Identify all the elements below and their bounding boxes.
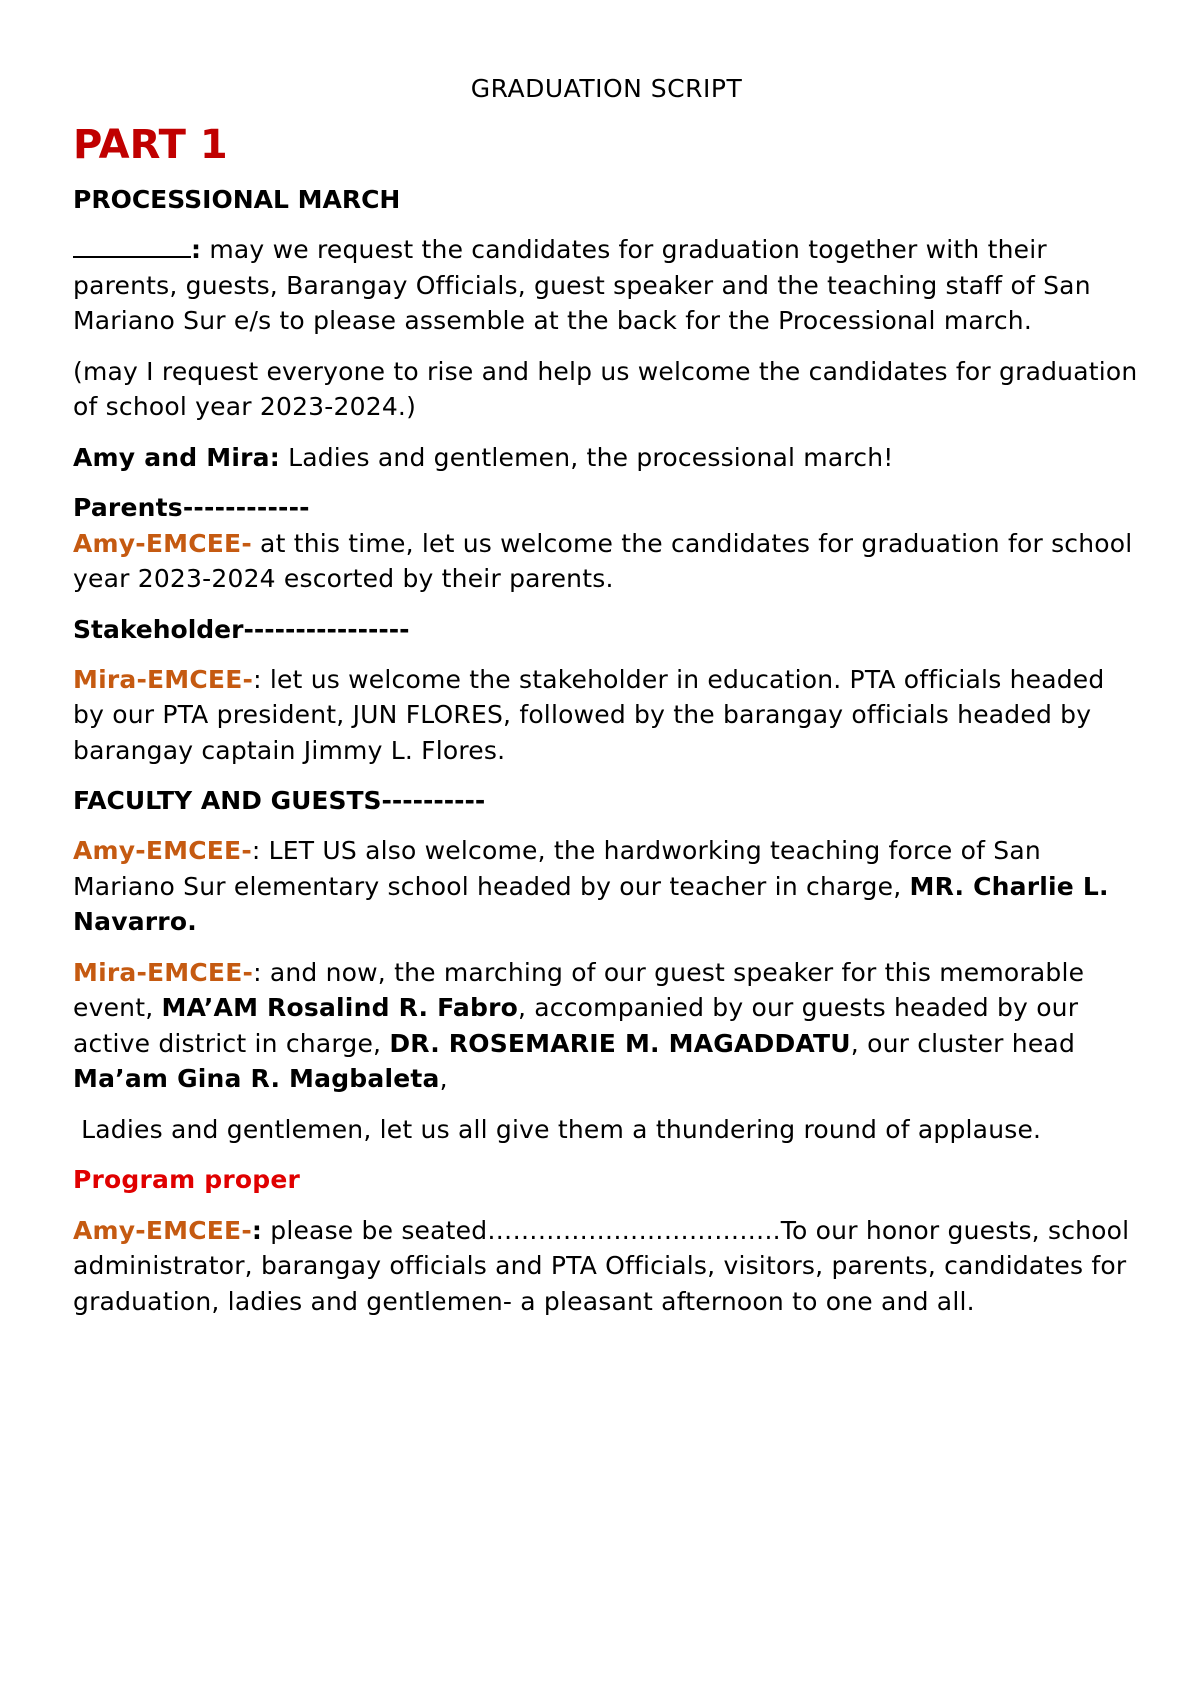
part-heading: PART 1 (73, 122, 228, 168)
faculty-text: : LET US also welcome, the hardworking teaching force of San Mariano Sur elementary school headed by our teacher in charge, (73, 836, 1041, 901)
announce-speakers: Amy and Mira: (73, 442, 280, 472)
cluster-head-name: Ma’am Gina R. Magbaleta (73, 1064, 440, 1093)
document-title: GRADUATION SCRIPT (470, 74, 743, 103)
parents-paragraph (73, 526, 1140, 597)
processional-heading: PROCESSIONAL MARCH (73, 185, 401, 214)
faculty-speaker: Amy-EMCEE- (73, 836, 252, 865)
district-head-name: DR. ROSEMARIE M. MAGADDATU (389, 1028, 851, 1058)
seated-text: please be seated……………………………..To our honor guests, school administrator, barangay officials and PTA Officials, visitors, parents, candidates for graduation, ladies and gentlemen- a pleasant afternoon to one and all. (73, 1215, 1130, 1316)
guest-speaker-text-3: , our cluster head (850, 1028, 1076, 1058)
parents-speaker: Amy-EMCEE- (73, 528, 252, 558)
announce-text: Ladies and gentlemen, the processional march! (279, 442, 894, 472)
guest-speaker-emcee: Mira-EMCEE- (73, 957, 254, 987)
name-blank (73, 236, 191, 258)
announce-paragraph (73, 440, 1140, 476)
guest-speaker-text-2: , accompanied by our guests headed by our active district in charge, (73, 993, 1079, 1058)
rise-request-paragraph: (may I request everyone to rise and help us welcome the candidates for graduation of school year 2023-2024.) (73, 356, 1138, 421)
stakeholder-text: : let us welcome the stakeholder in education. PTA officials headed by our PTA president, JUN FLORES, followed by the barangay officials headed by barangay captain Jimmy L. Flores. (73, 664, 1105, 765)
guest-speaker-text-1: : and now, the marching of our guest speaker for this memorable event, (73, 957, 1085, 1022)
parents-text: at this time, let us welcome the candidates for graduation for school year 2023-2024 escorted by their parents. (73, 528, 1133, 593)
stakeholder-speaker: Mira-EMCEE- (73, 664, 254, 694)
guest-speaker-paragraph (73, 955, 1140, 1097)
intro-text: may we request the candidates for graduation together with their parents, guests, Barangay Officials, guest speaker and the teaching staff of San Mariano Sur e/s to please assemble at the back for the Processional march. (73, 235, 1091, 335)
applause-paragraph: Ladies and gentlemen, let us all give them a thundering round of applause. (73, 1114, 1042, 1144)
faculty-paragraph (73, 833, 1140, 940)
guest-speaker-text-4: , (439, 1064, 448, 1093)
stakeholder-paragraph (73, 662, 1140, 769)
parents-heading: Parents------------ (73, 493, 310, 522)
intro-paragraph (73, 232, 1140, 339)
intro-colon: : (191, 235, 202, 264)
faculty-heading: FACULTY AND GUESTS---------- (73, 786, 486, 815)
seated-speaker: Amy-EMCEE- (73, 1215, 252, 1245)
seated-paragraph (73, 1213, 1140, 1320)
program-proper-heading: Program proper (73, 1165, 301, 1194)
faculty-name: MR. Charlie L. Navarro. (73, 871, 1109, 936)
seated-colon: : (251, 1215, 263, 1245)
guest-speaker-name: MA’AM Rosalind R. Fabro (161, 993, 518, 1022)
stakeholder-heading: Stakeholder---------------- (73, 614, 410, 644)
